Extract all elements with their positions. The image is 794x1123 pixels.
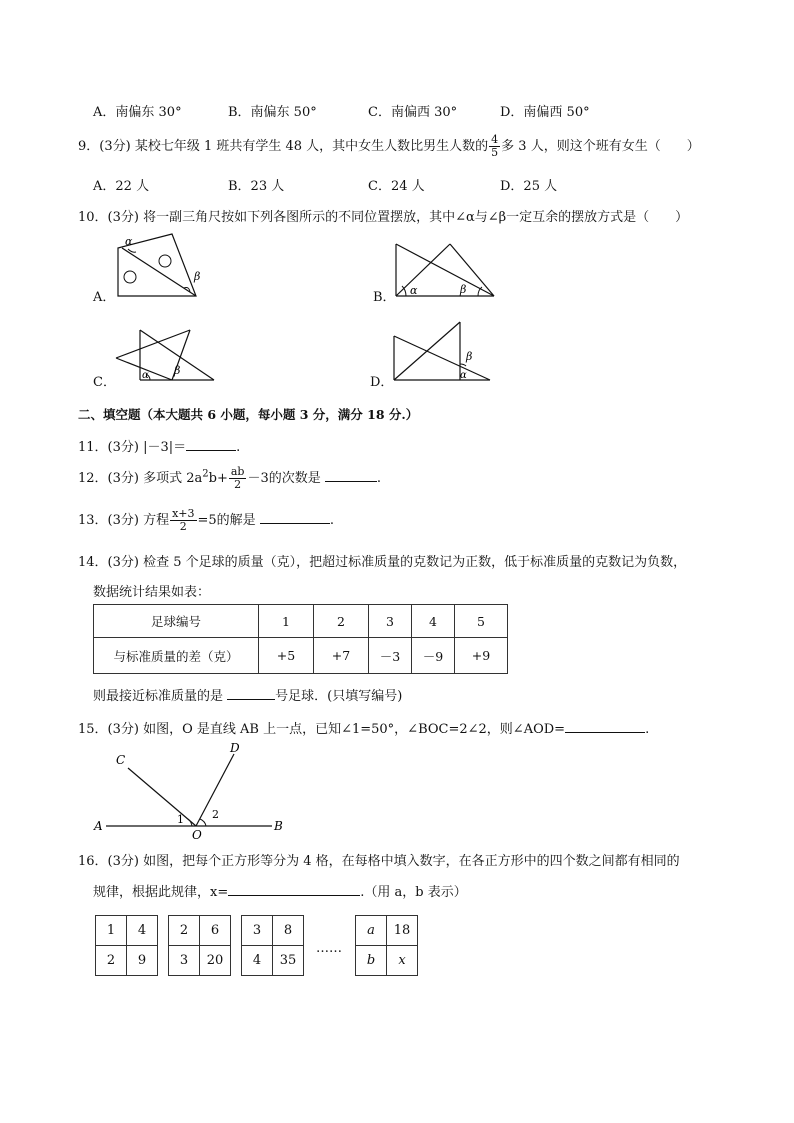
q13-text-end: =5的解是 <box>197 513 256 528</box>
fig-b-alpha: α <box>410 284 418 297</box>
point-c-label: C <box>116 753 126 767</box>
q15-figure <box>88 738 298 842</box>
q8-option-a: A．南偏东 30° <box>93 105 182 120</box>
q10-figure-d <box>388 318 494 384</box>
q9-option-a: A．22 人 <box>93 179 150 194</box>
fig-a-beta: β <box>194 270 201 283</box>
q10-question: 10．(3分) 将一副三角尺按如下列各图所示的不同位置摆放，其中∠α与∠β一定互余的摆放方式是（ ） <box>78 210 689 225</box>
point-o-label: O <box>192 828 202 842</box>
grid-cell: 3 <box>169 946 200 976</box>
q16-square-2 <box>168 915 231 976</box>
q11-text: 11．(3分) |－3|＝ <box>78 440 187 455</box>
q10-figure-c <box>110 322 220 384</box>
q16-square-4 <box>355 915 418 976</box>
q12-frac-den: 2 <box>234 478 242 491</box>
q16-square-3 <box>241 915 304 976</box>
table-cell: +5 <box>259 638 314 674</box>
q16-line2 <box>93 881 467 900</box>
table-cell: 与标准质量的差（克） <box>94 638 259 674</box>
q10-figure-a <box>110 228 210 300</box>
angle-2-label: 2 <box>212 808 219 821</box>
q14-line2: 数据统计结果如表： <box>93 585 211 600</box>
point-d-label: D <box>230 741 240 755</box>
q10-label-d: D． <box>370 375 394 390</box>
q13-end: . <box>329 513 334 528</box>
grid-cell: 35 <box>273 946 304 976</box>
q16-ellipsis: …… <box>316 941 342 956</box>
grid-cell: 4 <box>242 946 273 976</box>
q12-text: 12．(3分) 多项式 2a <box>78 471 203 486</box>
q15-text: 15．(3分) 如图，O 是直线 AB 上一点，已知∠1=50°，∠BOC=2∠2，则∠AOD= <box>78 722 566 737</box>
q11-question <box>78 436 240 455</box>
q13-answer-blank[interactable] <box>260 510 330 524</box>
q14-after-end: 号足球．(只填写编号) <box>275 689 403 704</box>
q9-option-b: B．23 人 <box>228 179 285 194</box>
grid-cell: 8 <box>273 916 304 946</box>
q9-option-c: C．24 人 <box>368 179 425 194</box>
ray-oc <box>128 768 196 826</box>
table-row <box>94 638 508 674</box>
q14-after <box>93 685 402 704</box>
q14-after-text: 则最接近标准质量的是 <box>93 689 224 704</box>
q12-exponent: 2 <box>202 468 209 480</box>
q9-option-d: D．25 人 <box>500 179 558 194</box>
grid-cell: 4 <box>127 916 158 946</box>
q9-frac-num: 4 <box>491 133 499 146</box>
table-cell: 2 <box>314 605 369 638</box>
q12-answer-blank[interactable] <box>325 468 377 482</box>
grid-cell: 2 <box>169 916 200 946</box>
table-row <box>94 605 508 638</box>
grid-cell: 20 <box>200 946 231 976</box>
q16-answer-blank[interactable] <box>228 882 360 896</box>
table-cell: 5 <box>455 605 508 638</box>
fig-c-beta: β <box>174 364 181 377</box>
grid-cell: 2 <box>96 946 127 976</box>
q15-answer-blank[interactable] <box>565 719 645 733</box>
q16-square-1 <box>95 915 158 976</box>
table-cell: +7 <box>314 638 369 674</box>
q13-question <box>78 508 334 533</box>
fig-a-hole <box>159 255 171 267</box>
table-cell: +9 <box>455 638 508 674</box>
table-cell: 足球编号 <box>94 605 259 638</box>
q8-option-d: D．南偏西 50° <box>500 105 590 120</box>
fig-b-beta: β <box>460 283 467 296</box>
grid-cell: 3 <box>242 916 273 946</box>
table-cell: －3 <box>369 638 412 674</box>
q9-text: 9．(3分) 某校七年级 1 班共有学生 48 人，其中女生人数比男生人数的 <box>78 139 489 154</box>
q9-question <box>78 134 700 159</box>
fig-a-alpha: α <box>125 235 133 248</box>
q9-fraction <box>489 134 500 159</box>
q14-line1: 14．(3分) 检查 5 个足球的质量（克），把超过标准质量的克数记为正数，低于标准质量的克数记为负数， <box>78 555 687 570</box>
grid-cell: a <box>356 916 387 946</box>
fig-d-beta: β <box>466 350 473 363</box>
table-cell: 4 <box>412 605 455 638</box>
q12-frac-num: ab <box>230 465 245 478</box>
q12-text-mid: b+ <box>208 471 228 486</box>
q15-question <box>78 718 649 737</box>
q10-figure-b <box>390 236 500 300</box>
fig-c-alpha: α <box>142 370 149 381</box>
point-b-label: B <box>274 819 283 833</box>
q10-label-c: C． <box>93 375 116 390</box>
grid-cell: 1 <box>96 916 127 946</box>
grid-cell: b <box>356 946 387 976</box>
point-a-label: A <box>94 819 103 833</box>
q8-option-b: B．南偏东 50° <box>228 105 317 120</box>
q16-line1: 16．(3分) 如图，把每个正方形等分为 4 格，在每格中填入数字，在各正方形中的四个数之间都有相同的 <box>78 854 680 869</box>
grid-cell: 9 <box>127 946 158 976</box>
q16-line2-end: .（用 a，b 表示） <box>360 885 467 900</box>
q12-question <box>78 466 381 491</box>
q12-text-end: －3的次数是 <box>247 471 321 486</box>
q13-frac-den: 2 <box>179 520 187 533</box>
q9-text-end: 多 3 人，则这个班有女生（ ） <box>501 139 700 154</box>
q8-option-c: C．南偏西 30° <box>368 105 458 120</box>
q12-fraction <box>229 466 247 491</box>
q11-end: . <box>236 440 241 455</box>
q12-end: . <box>376 471 382 486</box>
q13-frac-num: x+3 <box>172 507 195 520</box>
grid-cell: x <box>387 946 418 976</box>
q10-label-a: A． <box>93 290 116 305</box>
q13-fraction <box>170 508 196 533</box>
q16-line2-text: 规律，根据此规律，x= <box>93 885 229 900</box>
table-cell: －9 <box>412 638 455 674</box>
fig-a-hole <box>124 271 136 283</box>
q11-answer-blank[interactable] <box>186 437 236 451</box>
table-cell: 1 <box>259 605 314 638</box>
q10-label-b: B． <box>373 290 396 305</box>
section-fill-in-heading: 二、填空题（本大题共 6 小题，每小题 3 分，满分 18 分.） <box>78 407 419 422</box>
table-cell: 3 <box>369 605 412 638</box>
q13-text: 13．(3分) 方程 <box>78 513 170 528</box>
grid-cell: 6 <box>200 916 231 946</box>
q14-table <box>93 604 508 674</box>
fig-d-alpha: α <box>460 370 467 381</box>
angle-1-label: 1 <box>177 813 184 826</box>
q14-answer-blank[interactable] <box>227 686 275 700</box>
grid-cell: 18 <box>387 916 418 946</box>
q15-end: . <box>645 722 650 737</box>
q9-frac-den: 5 <box>491 146 499 159</box>
